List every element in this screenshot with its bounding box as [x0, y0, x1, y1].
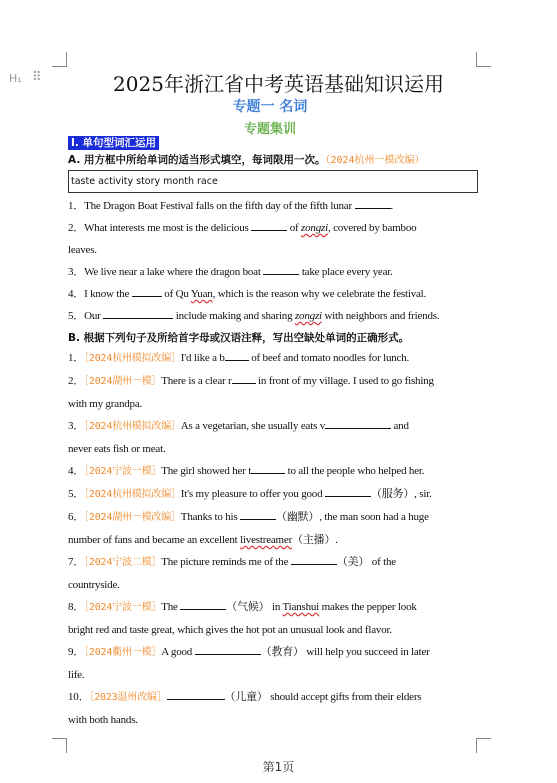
question-text: . [390, 200, 394, 212]
question-source: ［2023温州改编］ [89, 692, 167, 703]
question-source: ［2024杭州模拟改编］ [84, 489, 181, 500]
question-text: in front of my village. I used to go fishing [255, 375, 434, 387]
question-text: Thanks to his [180, 511, 241, 523]
answer-blank[interactable] [180, 597, 226, 610]
answer-blank[interactable] [263, 262, 299, 275]
answer-blank[interactable] [167, 687, 225, 700]
corner-mark-bottom-right [476, 738, 491, 753]
question-text: makes the pepper look [319, 601, 417, 613]
question-source: ［2024衢州一模］ [84, 647, 162, 658]
section-heading-row [68, 136, 478, 151]
question-a1 [68, 195, 478, 217]
question-text: , covered by bamboo [327, 222, 417, 234]
question-number: 7． [68, 556, 85, 568]
question-b1 [68, 347, 478, 370]
answer-blank[interactable] [232, 371, 256, 384]
section-a-instruction-row [68, 152, 478, 169]
question-text: The girl showed her t [161, 465, 252, 477]
section-a-source: （2024杭州一模改编） [325, 155, 425, 166]
corner-mark-top-right [476, 52, 491, 67]
question-text: We live near a lake where the dragon boat [84, 266, 264, 278]
answer-blank[interactable] [240, 507, 276, 520]
question-number: 4． [68, 465, 85, 477]
question-text: The Dragon Boat Festival falls on the fifth day of the fifth lunar [84, 200, 355, 212]
question-text: What interests me most is the delicious [84, 222, 252, 234]
answer-blank[interactable] [132, 284, 162, 297]
question-text: include making and sharing [173, 310, 295, 322]
corner-mark-bottom-left [52, 738, 67, 753]
question-text: （幽默）, the man soon had a huge [276, 511, 429, 523]
question-b10 [68, 686, 478, 731]
question-b5 [68, 483, 478, 506]
question-text: I know the [84, 288, 132, 300]
question-text: The picture reminds me of the [161, 556, 291, 568]
question-source: ［2024杭州模拟改编］ [84, 421, 181, 432]
question-text: of Qu [161, 288, 191, 300]
section-heading: Ⅰ. 单句型词汇运用 [68, 136, 159, 150]
question-text: Our [84, 310, 104, 322]
question-a3 [68, 261, 478, 283]
question-text: （服务）, sir. [370, 488, 432, 500]
question-a5 [68, 305, 478, 327]
topic-subtitle: 专题一 名词 [232, 99, 308, 115]
question-source: ［2024湖州一模改编］ [84, 512, 181, 523]
question-text: with my grandpa. [68, 398, 143, 410]
answer-blank[interactable] [225, 348, 249, 361]
question-b9 [68, 641, 478, 686]
question-number: 1． [68, 352, 85, 364]
spelling-flagged-word: zongzi [301, 222, 328, 234]
question-number: 2． [68, 375, 85, 387]
question-b3 [68, 415, 478, 460]
question-source: ［2024湖州一模］ [84, 376, 162, 387]
answer-blank[interactable] [291, 552, 337, 565]
question-text: A good [161, 646, 195, 658]
question-b2 [68, 370, 478, 415]
question-text: with both hands. [68, 714, 138, 726]
question-number: 5． [68, 488, 85, 500]
question-b8 [68, 596, 478, 641]
question-text: （主播）. [292, 534, 338, 546]
question-text: As a vegetarian, she usually eats v [180, 420, 325, 432]
question-b6 [68, 506, 478, 551]
page-title: 2025年浙江省中考英语基础知识运用 [113, 72, 444, 96]
spelling-flagged-word: Tianshui [282, 601, 320, 613]
question-source: ［2024宁波一模］ [84, 466, 162, 477]
answer-blank[interactable] [195, 642, 261, 655]
drag-handle-icon[interactable]: ⠿ [32, 70, 41, 85]
question-text: , which is the reason why we celebrate the festival. [212, 288, 427, 300]
word-box: taste activity story month race [68, 170, 478, 193]
question-text: （美） of the [336, 556, 396, 568]
document-body [68, 136, 478, 731]
spelling-flagged-word: Yuan [190, 288, 213, 300]
question-text: take place every year. [299, 266, 393, 278]
spelling-flagged-word: livestreamer [240, 534, 293, 546]
question-number: 8． [68, 601, 85, 613]
question-source: ［2024宁波一模］ [84, 602, 162, 613]
question-text: It's my pleasure to offer you good [180, 488, 325, 500]
question-text: I'd like a b [180, 352, 225, 364]
question-text: （教育） will help you succeed in later [260, 646, 430, 658]
question-number: 2． [68, 222, 85, 234]
section-a-instruction: A. 用方框中所给单词的适当形式填空，每词限用一次。 [68, 154, 326, 166]
question-text: leaves. [68, 244, 97, 256]
question-text: （气候） in [226, 601, 283, 613]
corner-mark-top-left [52, 52, 67, 67]
answer-blank[interactable] [325, 484, 371, 497]
question-text: to all the people who helped her. [285, 465, 425, 477]
practice-subtitle: 专题集训 [243, 122, 296, 137]
question-source: ［2024杭州模拟改编］ [84, 353, 181, 364]
question-number: 3． [68, 266, 85, 278]
question-number: 6． [68, 511, 85, 523]
question-a2 [68, 217, 478, 261]
answer-blank[interactable] [251, 218, 287, 231]
question-text: never eats fish or meat. [68, 443, 166, 455]
heading-level-marker: H₁ [9, 72, 22, 85]
answer-blank[interactable] [103, 306, 173, 319]
question-number: 4． [68, 288, 85, 300]
question-number: 10． [68, 691, 90, 703]
question-b7 [68, 551, 478, 596]
spelling-flagged-word: zongzi [294, 310, 322, 322]
answer-blank[interactable] [325, 416, 391, 429]
question-source: ［2024宁波二模］ [84, 557, 162, 568]
question-text: There is a clear r [161, 375, 232, 387]
question-text: and [391, 420, 409, 432]
question-text: The [161, 601, 181, 613]
section-b-instruction: B. 根据下列句子及所给首字母或汉语注释，写出空缺处单词的正确形式。 [68, 332, 410, 344]
question-b4 [68, 460, 478, 483]
question-text: number of fans and became an excellent [68, 534, 241, 546]
question-number: 5． [68, 310, 85, 322]
answer-blank[interactable] [251, 461, 285, 474]
question-text: （儿童） should accept gifts from their elders [224, 691, 422, 703]
question-number: 3． [68, 420, 85, 432]
question-number: 9． [68, 646, 85, 658]
question-text: with neighbors and friends. [321, 310, 440, 322]
question-a4 [68, 283, 478, 305]
answer-blank[interactable] [355, 196, 391, 209]
question-number: 1． [68, 200, 85, 212]
question-text: life. [68, 669, 85, 681]
question-text: of beef and tomato noodles for lunch. [248, 352, 410, 364]
question-text: countryside. [68, 579, 120, 591]
question-text: of [287, 222, 302, 234]
question-text: bright red and taste great, which gives the hot pot an unusual look and flavor. [68, 624, 392, 636]
page-number: 第1页 [262, 760, 295, 774]
